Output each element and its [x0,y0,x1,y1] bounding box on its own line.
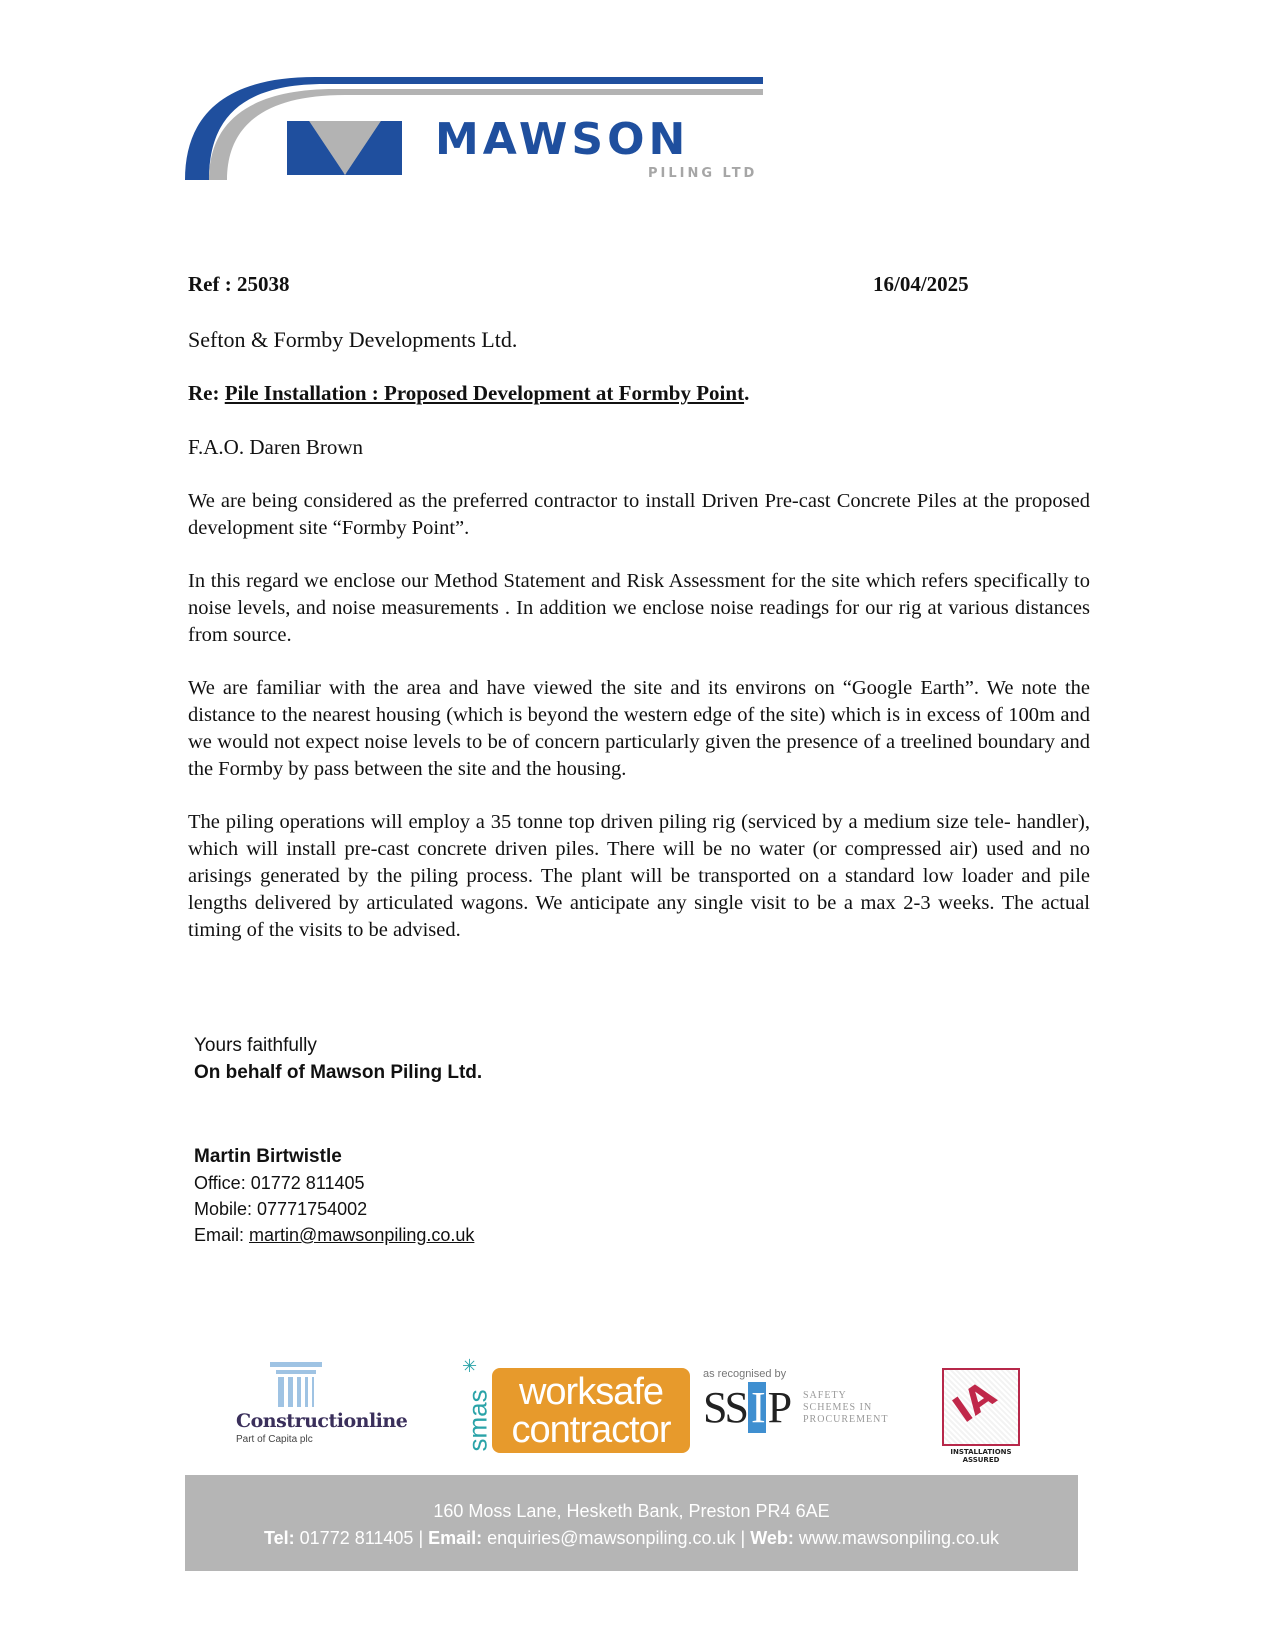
paragraph: We are being considered as the preferred contractor to install Driven Pre-cast Concrete Piles at the proposed development site “Formby Point”. [188,490,1090,539]
company-subtitle: PILING LTD [648,166,758,181]
company-name: MAWSON [435,114,690,165]
paragraph: The piling operations will employ a 35 tonne top driven piling rig (serviced by a medium size tele- handler), which will install pre-cast concrete driven piles. There will be no water (or compressed air) used and no arisings generated by the piling process. The plant will be transported on a standard low loader and pile lengths delivered by articulated wagons. We anticipate any single visit to be a max 2-3 weeks. The actual timing of the visits to be advised. [188,811,1090,941]
sign-off [194,1032,482,1086]
letter-date: 16/04/2025 [873,272,969,296]
subject-prefix: Re: [188,381,225,405]
mobile-phone: Mobile: 07771754002 [194,1199,368,1219]
constructionline-logo [236,1362,406,1445]
installations-assured-logo [942,1368,1020,1446]
smas-brand: smas [462,1389,493,1452]
reference-number: Ref : 25038 [188,272,290,296]
ia-mark: IA [945,1373,1004,1432]
letter-body [188,488,1090,970]
signature-block [194,1144,474,1248]
email-link[interactable]: martin@mawsonpiling.co.uk [249,1225,475,1245]
recipient: Sefton & Formby Developments Ltd. [188,327,518,352]
footer-address: 160 Moss Lane, Hesketh Bank, Preston PR4 6AE [433,1501,830,1521]
smas-badge: worksafe contractor [492,1368,690,1453]
paragraph: We are familiar with the area and have viewed the site and its environs on “Google Earth”. We note the distance to the nearest housing (which is beyond the western edge of the site) which is in excess of 100m and we would not expect noise levels to be of concern particularly given the presence of a treelined boundary and the Formby by pass between the site and the housing. [188,677,1090,780]
paragraph: In this regard we enclose our Method Statement and Risk Assessment for the site which refers specifically to noise levels, and noise measurements . In addition we enclose noise readings for our rig at various distances from source. [188,570,1090,646]
signatory-name: Martin Birtwistle [194,1146,342,1167]
ssip-mark: SS I P [703,1383,790,1432]
ssip-recognised: as recognised by [703,1368,787,1380]
footer-band [185,1475,1078,1571]
pillar-icon [266,1362,326,1410]
footer-web: www.mawsonpiling.co.uk [793,1528,999,1548]
ssip-text: SAFETY SCHEMES IN PROCUREMENT [803,1390,889,1425]
footer-email: enquiries@mawsonpiling.co.uk | [482,1528,751,1548]
email-line: Email: martin@mawsonpiling.co.uk [194,1225,475,1245]
closing: Yours faithfully [194,1035,317,1056]
constructionline-name: Constructionline [236,1410,408,1432]
ribbon-icon: I [748,1382,766,1433]
closing-on-behalf: On behalf of Mawson Piling Ltd. [194,1062,483,1083]
asterisk-icon: ✳ [462,1356,478,1376]
ssip-logo [703,1368,913,1458]
subject-line [188,381,749,406]
ia-caption: INSTALLATIONS ASSURED [950,1448,1012,1464]
footer-contacts: Tel: 01772 811405 | Email: enquiries@mawsonpiling.co.uk | Web: www.mawsonpiling.co.uk [263,1528,999,1548]
smas-worksafe-logo [460,1356,690,1455]
constructionline-sub: Part of Capita plc [236,1434,313,1445]
fao-line: F.A.O. Daren Brown [188,435,364,459]
footer-tel: 01772 811405 | [294,1528,429,1548]
subject-title: Pile Installation : Proposed Development at Formby Point [224,381,745,405]
office-phone: Office: 01772 811405 [194,1173,365,1193]
subject-suffix: . [744,381,750,405]
